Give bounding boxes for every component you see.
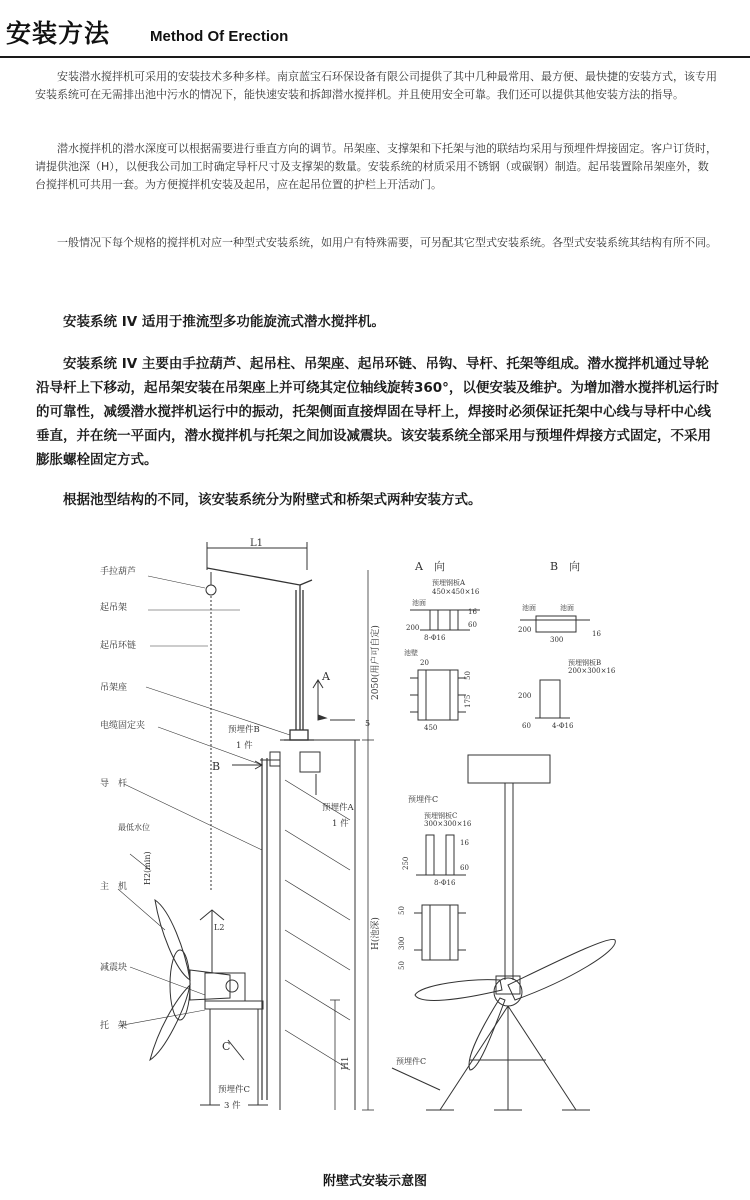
label-view-a-16: 16	[468, 608, 477, 616]
pool-wall	[260, 740, 360, 1110]
intro-paragraph-2: 潜水搅拌机的潜水深度可以根据需要进行垂直方向的调节。吊架座、支撑架和下托架与池的联结均采用与预埋件焊接固定。客户订货时，请提供池深（H），以便我公司加工时确定导杆尺寸及支撑架的数量。安装系统的材质采用不锈钢（或碳钢）制造。起吊装置除吊架座外，数台搅拌机可共用一套。为方便搅拌机安装及起吊，应在起吊位置的护栏上开活动门。	[35, 142, 717, 191]
label-bracket: 托 架	[100, 1021, 128, 1031]
label-emb-a: 预埋件A	[322, 803, 354, 813]
label-arrow-a: A	[322, 670, 330, 683]
arrow-a	[313, 670, 370, 728]
system-summary: 安装系统 IV 适用于推流型多功能旋流式潜水搅拌机。	[63, 314, 385, 330]
label-rod: 导 杆	[100, 779, 128, 789]
label-motor: 主 机	[100, 882, 128, 892]
label-l1: L1	[250, 538, 264, 549]
intro-paragraph-1: 安装潜水搅拌机可采用的安装技术多种多样。南京蓝宝石环保设备有限公司提供了其中几种最常用、最方便、最快捷的安装方式，该专用安装系统可在无需排出池中污水的情况下，能快速安装和拆卸潜水搅拌机。并且使用安全可靠。我们还可以提供其他安装方法的指导。	[35, 70, 717, 101]
label-view-a-50: 50	[464, 671, 472, 680]
label-view-c-plate: 预埋钢板C	[424, 812, 458, 820]
label-view-b-16: 16	[592, 630, 601, 638]
label-view-b-plate: 预埋钢板B	[568, 659, 602, 667]
label-damper: 减震块	[100, 963, 128, 973]
label-2050: 2050(用户可自定)	[371, 625, 381, 700]
label-view-b-pool-face-2: 池面	[560, 604, 574, 612]
installation-diagram	[0, 530, 750, 1150]
system-types: 根据池型结构的不同，该安装系统分为附壁式和桥架式两种安装方式。	[63, 492, 482, 508]
header-divider	[0, 56, 750, 58]
system-description: 安装系统 IV 主要由手拉葫芦、起吊柱、吊架座、起吊环链、吊钩、导杆、托架等组成。潜水搅拌机通过导轮沿导杆上下移动，起吊架安装在吊架座上并可绕其定位轴线旋转360°，以便安装及维护。为增加潜水搅拌机运行时的可靠性，减缓潜水搅拌机运行中的振动，托架侧面直接焊固在导杆上，焊接时必须保证托架中心线与导杆中心线垂直，并在统一平面内，潜水搅拌机与托架之间加设减震块。该安装系统全部采用与预埋件焊接方式固定，不采用膨胀螺栓固定方式。	[36, 356, 719, 468]
label-emb-b-qty: 1 件	[236, 741, 253, 751]
label-arrow-b: B	[212, 760, 221, 773]
label-view-a-60: 60	[468, 621, 477, 629]
label-l2: L2	[214, 923, 225, 932]
label-view-c-300: 300	[398, 936, 406, 950]
label-view-a-bolts: 8-Φ16	[424, 634, 446, 642]
lifting-hook	[200, 910, 224, 973]
label-hoist: 手拉葫芦	[100, 567, 137, 577]
section-title-en: Method Of Erection	[150, 28, 289, 45]
label-view-a-wall: 池壁	[404, 649, 418, 657]
label-view-a-200: 200	[406, 624, 420, 632]
view-a	[404, 559, 480, 732]
left-labels	[118, 576, 290, 1026]
label-five: 5	[365, 719, 371, 728]
label-view-c-50-2: 50	[398, 961, 406, 970]
label-emb-c-qty: 3 件	[224, 1101, 241, 1111]
label-view-c-50: 50	[398, 906, 406, 915]
label-view-c-emb: 预埋件C	[408, 795, 439, 804]
label-view-c-250: 250	[402, 856, 410, 870]
view-b	[518, 559, 616, 730]
label-h-depth: H(池深)	[371, 917, 381, 950]
label-view-b-60: 60	[522, 722, 531, 730]
label-emb-a-qty: 1 件	[332, 819, 349, 829]
label-chain: 起吊环链	[100, 641, 137, 651]
label-view-b-pool-face: 池面	[522, 604, 536, 612]
embedded-parts	[270, 752, 320, 795]
label-view-b-title: B 向	[550, 560, 581, 573]
label-view-b-bolts: 4-Φ16	[552, 722, 574, 730]
label-min-level: 最低水位	[118, 823, 150, 832]
label-view-a-title: A 向	[415, 560, 445, 573]
dim-l1	[207, 538, 307, 570]
label-view-a-pool-face: 池面	[412, 599, 426, 607]
label-view-a-plate-size: 450×450×16	[432, 588, 480, 596]
label-view-a-175: 175	[464, 694, 472, 708]
guide-rod	[262, 758, 267, 1100]
hand-hoist	[206, 572, 216, 595]
bridge-front-view	[392, 755, 615, 1110]
label-crane: 起吊架	[100, 603, 128, 613]
label-view-b-200: 200	[518, 626, 532, 634]
label-view-b-plate-size: 200×300×16	[568, 667, 616, 675]
label-view-c-16: 16	[460, 839, 469, 847]
section-title-cn: 安装方法	[6, 19, 111, 48]
label-clamp: 电缆固定夹	[100, 721, 146, 731]
label-arrow-c: C	[222, 1040, 231, 1053]
label-view-c-plate-size: 300×300×16	[424, 820, 472, 828]
view-c	[398, 794, 472, 970]
figure-caption: 附壁式安装示意图	[322, 1174, 427, 1189]
label-view-a-450: 450	[424, 724, 438, 732]
intro-paragraph-3: 一般情况下每个规格的搅拌机对应一种型式安装系统，如用户有特殊需要，可另配其它型式安装系统。各型式安装系统其结构有所不同。	[57, 236, 717, 249]
left-label-texts	[100, 565, 150, 1031]
label-view-c-60: 60	[460, 864, 469, 872]
label-h2: H2(min)	[143, 851, 152, 885]
label-view-a-20: 20	[420, 659, 429, 667]
label-view-b-300: 300	[550, 636, 564, 644]
right-dimensions	[330, 570, 374, 1110]
label-view-a-plate: 预埋钢板A	[432, 579, 466, 587]
label-emb-b: 预埋件B	[228, 725, 260, 735]
label-view-c-bolts: 8-Φ16	[434, 879, 456, 887]
section-header	[0, 0, 750, 58]
crane-frame	[207, 568, 314, 740]
label-emb-c: 预埋件C	[218, 1085, 251, 1095]
label-bridge-emb: 预埋件C	[396, 1057, 427, 1066]
label-h1: H1	[341, 1056, 351, 1070]
label-seat: 吊架座	[100, 683, 128, 693]
label-view-b-200-2: 200	[518, 692, 532, 700]
arrow-c	[222, 1040, 244, 1060]
